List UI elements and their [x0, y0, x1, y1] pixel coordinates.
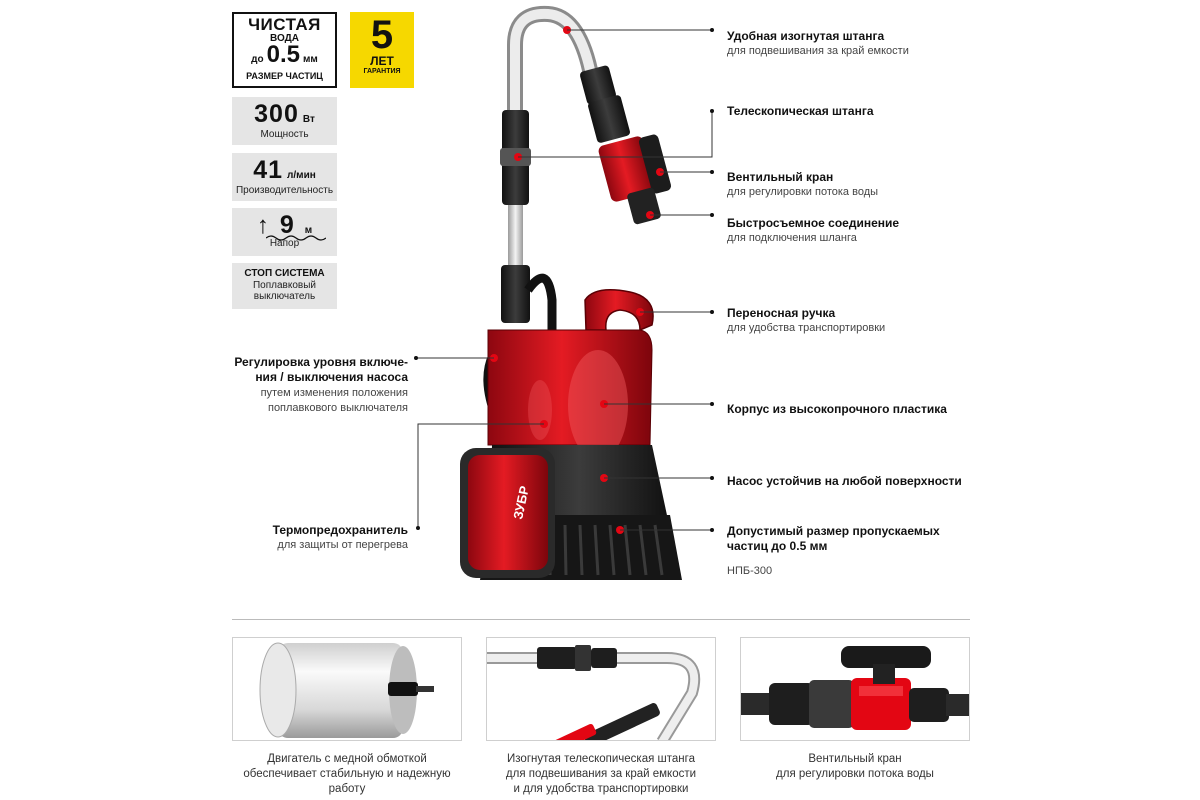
panel-rod-caption-2: для подвешивания за край емкости	[505, 768, 697, 780]
panel-motor-caption-1: Двигатель с медной обмоткой	[267, 753, 427, 765]
badge-power-caption: Мощность	[260, 129, 309, 140]
panel-motor-caption-2: обеспечивает стабильную и надежную	[243, 768, 451, 780]
callout-particles-title: Допустимый размер пропускаемых	[727, 524, 940, 538]
panel-rod	[486, 637, 716, 741]
callout-telescopic-title: Телескопическая штанга	[727, 104, 874, 118]
callout-handle-title: Переносная ручка	[727, 306, 836, 320]
callout-quick-connect-title: Быстросъемное соединение	[727, 216, 900, 230]
motor-image	[233, 638, 462, 741]
panel-rod-caption-3: и для удобства транспортировки	[513, 783, 689, 795]
model-label: НПБ-300	[727, 565, 773, 577]
badge-power-value: 300	[254, 100, 299, 128]
arrow-up-icon: ↑	[256, 212, 270, 239]
badge-head-value: 9	[279, 211, 295, 239]
badge-clean-line4: РАЗМЕР ЧАСТИЦ	[246, 71, 323, 81]
badge-stop-title: СТОП СИСТЕМА	[244, 268, 325, 279]
badge-clean-prefix: до	[251, 54, 264, 65]
badge-flow-caption: Производительность	[235, 185, 334, 196]
badge-clean-line2: ВОДА	[270, 33, 299, 44]
badge-clean-value: 0.5	[266, 41, 301, 68]
panel-rod-caption-1: Изогнутая телескопическая штанга	[507, 753, 695, 765]
callout-float-adjust-sub2: поплавкового выключателя	[267, 402, 408, 414]
badge-clean-line1: ЧИСТАЯ	[248, 15, 321, 34]
badge-stop-line2: выключатель	[253, 291, 316, 302]
panel-valve-caption-1: Вентильный кран	[808, 753, 902, 765]
panel-valve-caption-2: для регулировки потока воды	[776, 768, 934, 780]
callout-float-adjust-title: Регулировка уровня включе-	[234, 355, 408, 369]
callout-valve-title: Вентильный кран	[727, 170, 834, 184]
callout-curved-rod-title: Удобная изогнутая штанга	[727, 29, 885, 43]
callout-body-title: Корпус из высокопрочного пластика	[727, 402, 947, 416]
callout-handle-sub: для удобства транспортировки	[727, 322, 886, 334]
badge-stop-line1: Поплавковый	[252, 280, 316, 291]
badge-warranty-line1: ЛЕТ	[370, 54, 394, 68]
badge-head-unit: м	[304, 225, 313, 236]
rod-image	[487, 638, 716, 741]
panel-valve	[740, 637, 970, 741]
badge-warranty-value: 5	[370, 13, 394, 57]
callout-thermal-sub: для защиты от перегрева	[277, 539, 408, 551]
callout-curved-rod-sub: для подвешивания за край емкости	[727, 45, 909, 57]
badge-clean-unit: мм	[303, 54, 318, 65]
valve-image	[741, 638, 970, 741]
badge-head-caption: Напор	[269, 238, 300, 249]
callout-float-adjust-sub: путем изменения положения	[260, 387, 408, 399]
badge-power-unit: Вт	[302, 114, 315, 125]
panel-motor-caption-3: работу	[328, 783, 366, 795]
float-brand-label: ЗУБР	[510, 484, 532, 521]
callout-quick-connect-sub: для подключения шланга	[727, 232, 857, 244]
callout-stable-title: Насос устойчив на любой поверхности	[727, 474, 962, 488]
callout-float-adjust-title2: ния / выключения насоса	[255, 370, 408, 384]
callout-particles-title2: частиц до 0.5 мм	[727, 539, 828, 553]
section-divider	[232, 619, 970, 620]
callout-thermal-title: Термопредохранитель	[272, 523, 408, 537]
badge-flow-value: 41	[253, 156, 284, 184]
callout-valve-sub: для регулировки потока воды	[727, 186, 879, 198]
badge-warranty-line2: ГАРАНТИЯ	[363, 68, 401, 75]
panel-motor	[232, 637, 462, 741]
badge-flow-unit: л/мин	[287, 170, 316, 181]
